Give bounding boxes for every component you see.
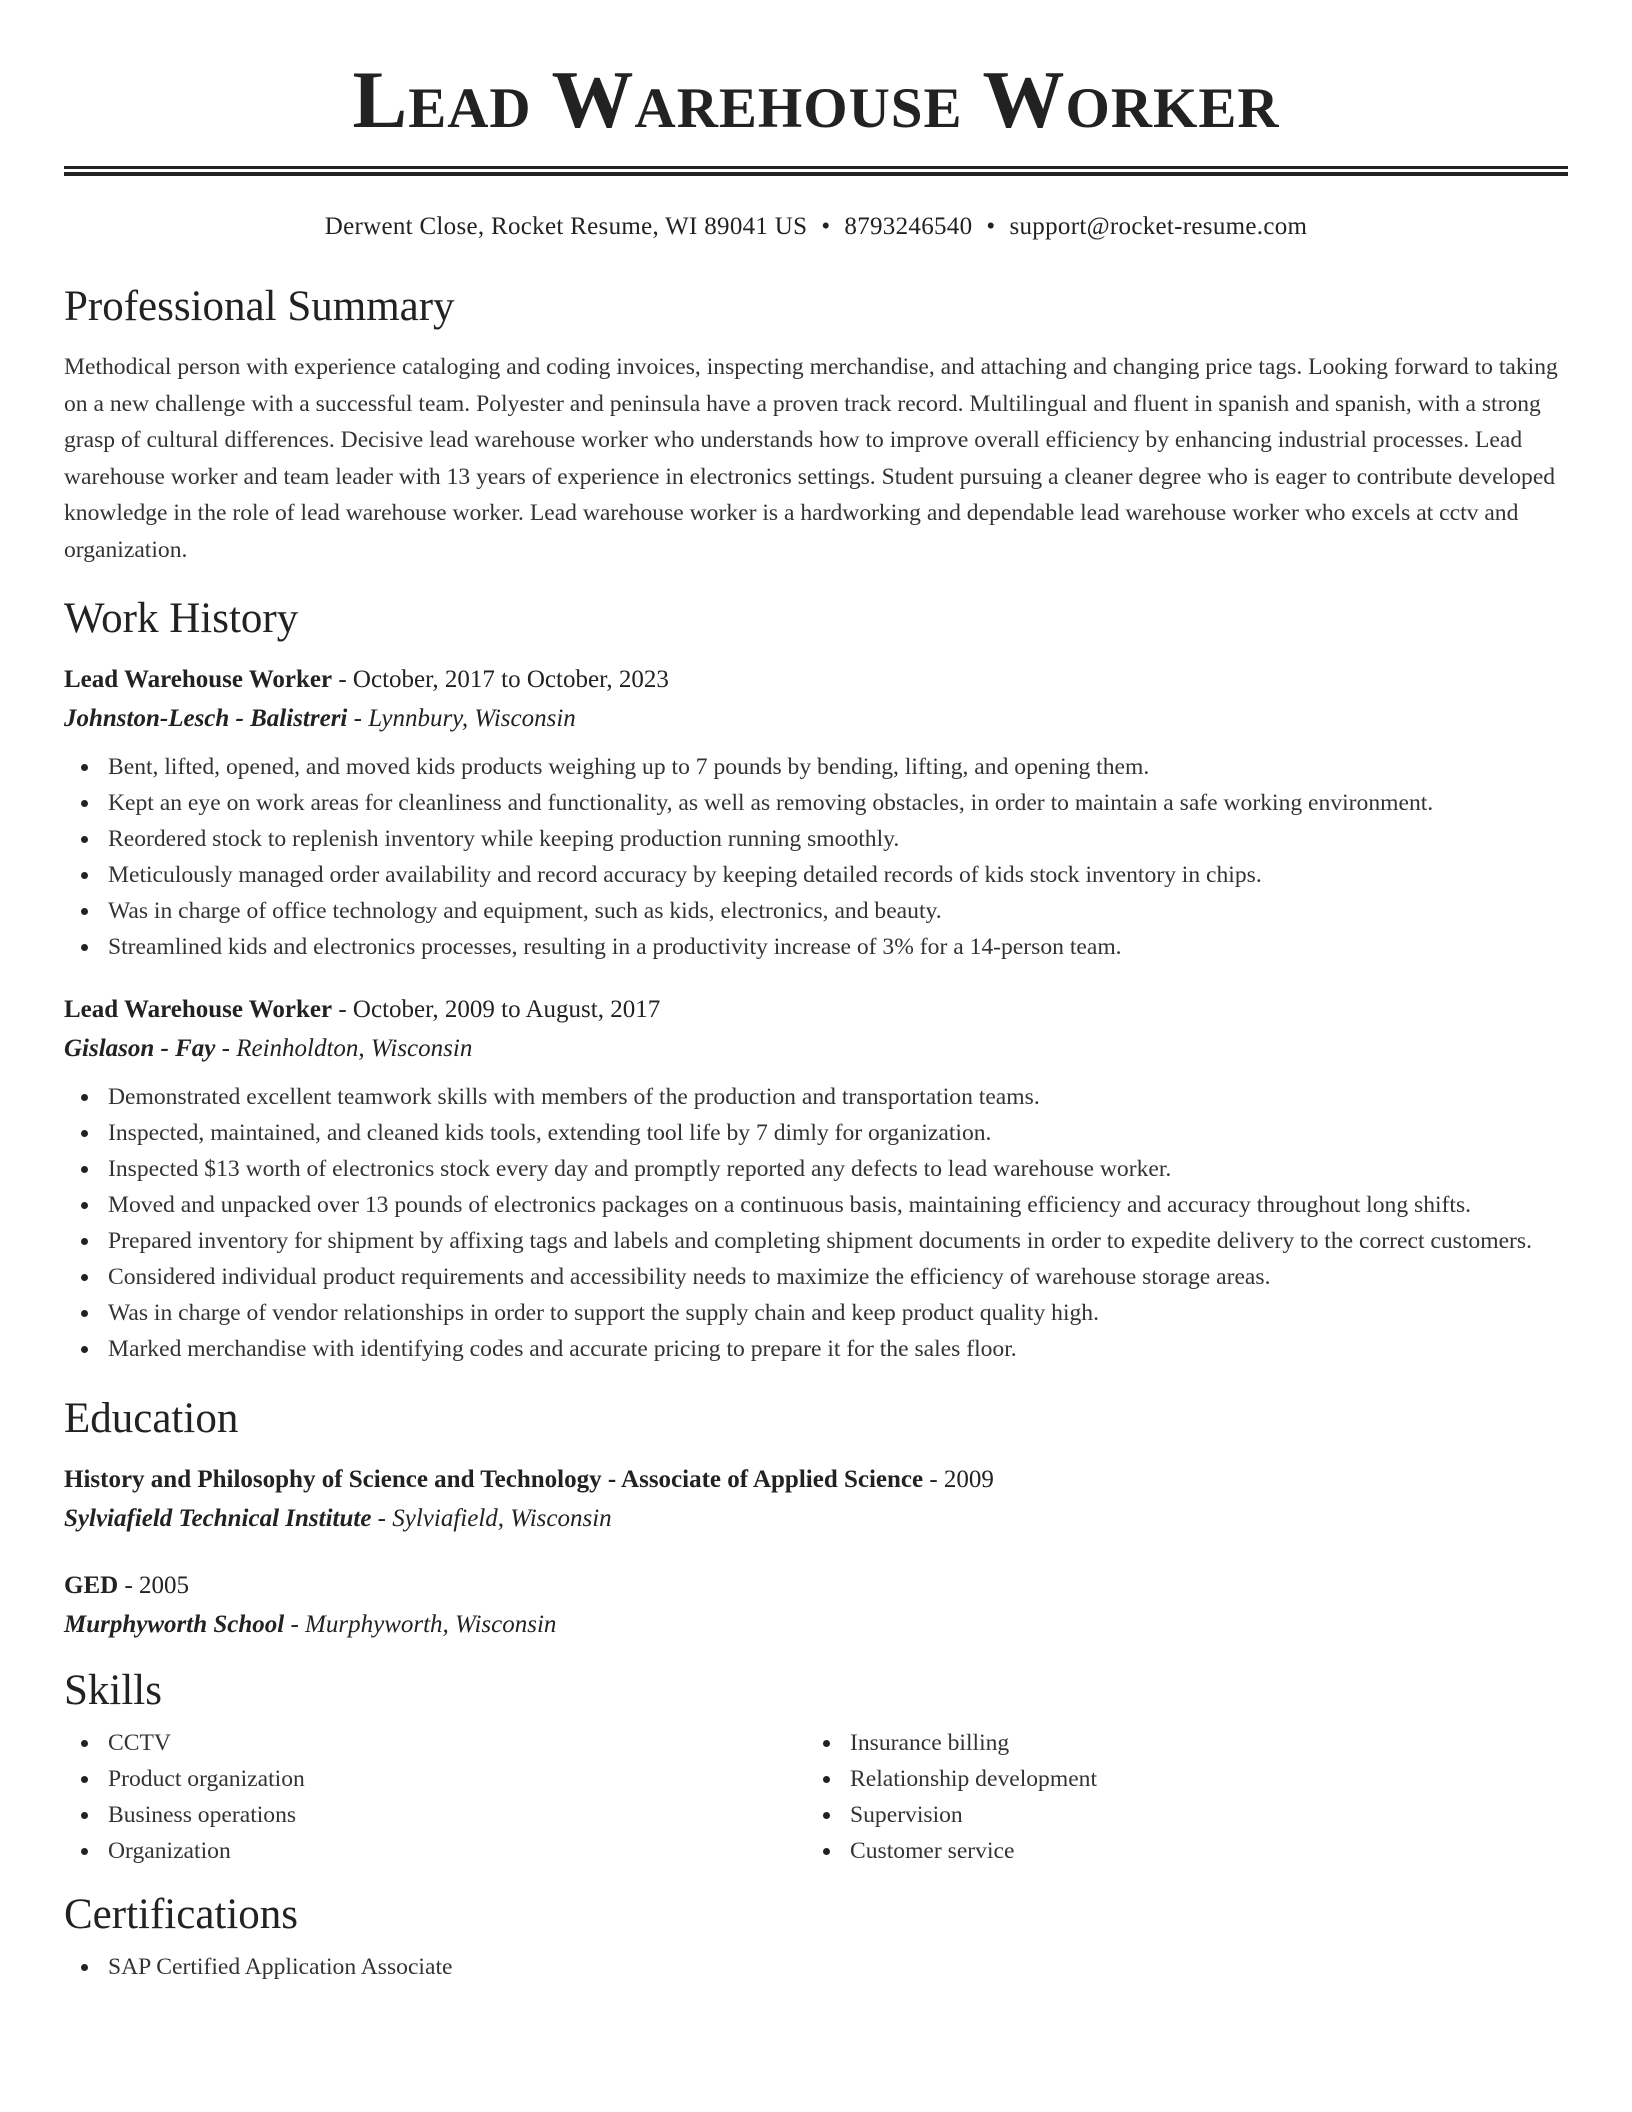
job-company: Gislason - Fay xyxy=(64,1035,216,1062)
job-location: - Lynnbury, Wisconsin xyxy=(347,705,576,732)
education-entry xyxy=(64,1567,1568,1645)
job-dates: - October, 2017 to October, 2023 xyxy=(332,666,669,693)
summary-heading: Professional Summary xyxy=(64,283,455,330)
job-company: Johnston-Lesch - Balistreri xyxy=(64,705,348,732)
contact-separator: • xyxy=(986,213,996,240)
job-duty: Kept an eye on work areas for cleanliness and functionality, as well as removing obstacles, in order to maintain a safe working environment. xyxy=(108,785,1568,821)
degree-line xyxy=(64,1567,1568,1605)
school-line xyxy=(64,1605,1568,1645)
skill-item: Customer service xyxy=(850,1833,1548,1869)
contact-line xyxy=(64,211,1568,243)
job-duty: Reordered stock to replenish inventory while keeping production running smoothly. xyxy=(108,821,1568,857)
job-duty: Inspected $13 worth of electronics stock every day and promptly reported any defects to lead warehouse worker. xyxy=(108,1151,1568,1187)
skill-item: Supervision xyxy=(850,1797,1548,1833)
job-duty: Was in charge of vendor relationships in order to support the supply chain and keep product quality high. xyxy=(108,1295,1568,1331)
job-title-line xyxy=(64,991,1568,1029)
degree-line xyxy=(64,1461,1568,1499)
education-entry xyxy=(64,1461,1568,1539)
job-entry xyxy=(64,991,1568,1367)
job-location: - Reinholdton, Wisconsin xyxy=(215,1035,473,1062)
certifications-heading: Certifications xyxy=(64,1891,299,1938)
job-entry xyxy=(64,661,1568,965)
contact-address: Derwent Close, Rocket Resume, WI 89041 US xyxy=(324,213,808,240)
job-duty: Moved and unpacked over 13 pounds of electronics packages on a continuous basis, maintaining efficiency and accuracy throughout long shifts. xyxy=(108,1187,1568,1223)
job-duty: Was in charge of office technology and equipment, such as kids, electronics, and beauty. xyxy=(108,893,1568,929)
job-duty: Considered individual product requirements and accessibility needs to maximize the efficiency of warehouse storage areas. xyxy=(108,1259,1568,1295)
degree-name: GED xyxy=(64,1572,119,1599)
job-duty: Meticulously managed order availability and record accuracy by keeping detailed records of kids stock inventory in chips. xyxy=(108,857,1568,893)
degree-year: - 2005 xyxy=(118,1572,190,1599)
skill-item: Business operations xyxy=(108,1797,806,1833)
job-company-line xyxy=(64,1029,1568,1069)
skill-item: Product organization xyxy=(108,1761,806,1797)
job-title: Lead Warehouse Worker xyxy=(64,666,333,693)
skills-list-left xyxy=(64,1725,806,1869)
work-history-heading: Work History xyxy=(64,595,299,642)
job-duties-list xyxy=(64,749,1568,965)
school-name: Sylviafield Technical Institute xyxy=(64,1505,372,1532)
contact-phone: 8793246540 xyxy=(844,213,973,240)
resume-page xyxy=(64,0,1568,1985)
degree-year: - 2009 xyxy=(923,1466,994,1493)
school-location: - Murphyworth, Wisconsin xyxy=(284,1611,557,1638)
job-company-line xyxy=(64,699,1568,739)
skill-item: CCTV xyxy=(108,1725,806,1761)
job-duty: Bent, lifted, opened, and moved kids products weighing up to 7 pounds by bending, lifting, and opening them. xyxy=(108,749,1568,785)
contact-separator: • xyxy=(821,213,831,240)
certification-item: SAP Certified Application Associate xyxy=(108,1949,1568,1985)
contact-email: support@rocket-resume.com xyxy=(1009,213,1308,240)
school-location: - Sylviafield, Wisconsin xyxy=(371,1505,612,1532)
job-duty: Streamlined kids and electronics processes, resulting in a productivity increase of 3% for a 14-person team. xyxy=(108,929,1568,965)
job-duty: Inspected, maintained, and cleaned kids tools, extending tool life by 7 dimly for organization. xyxy=(108,1115,1568,1151)
skills-heading: Skills xyxy=(64,1667,162,1714)
title-double-rule xyxy=(64,166,1568,176)
job-duty: Prepared inventory for shipment by affixing tags and labels and completing shipment documents in order to expedite delivery to the correct customers. xyxy=(108,1223,1568,1259)
job-duty: Marked merchandise with identifying codes and accurate pricing to prepare it for the sales floor. xyxy=(108,1331,1568,1367)
degree-name: History and Philosophy of Science and Technology - Associate of Applied Science xyxy=(64,1466,924,1493)
job-dates: - October, 2009 to August, 2017 xyxy=(332,996,661,1023)
certifications-list xyxy=(64,1949,1568,1985)
job-duty: Demonstrated excellent teamwork skills with members of the production and transportation teams. xyxy=(108,1079,1568,1115)
job-duties-list xyxy=(64,1079,1568,1367)
resume-title: Lead Warehouse Worker xyxy=(352,54,1280,145)
skill-item: Relationship development xyxy=(850,1761,1548,1797)
job-title: Lead Warehouse Worker xyxy=(64,996,333,1023)
job-title-line xyxy=(64,661,1568,699)
skill-item: Insurance billing xyxy=(850,1725,1548,1761)
school-line xyxy=(64,1499,1568,1539)
summary-text: Methodical person with experience cataloging and coding invoices, inspecting merchandise, and attaching and changing price tags. Looking forward to taking on a new challenge with a successful team. Polyester and peninsula have a proven track record. Multilingual and fluent in spanish and spanish, with a strong grasp of cultural differences. Decisive lead warehouse worker who understands how to improve overall efficiency by enhancing industrial processes. Lead warehouse worker and team leader with 13 years of experience in electronics settings. Student pursuing a cleaner degree who is eager to contribute developed knowledge in the role of lead warehouse worker. Lead warehouse worker is a hardworking and dependable lead warehouse worker who excels at cctv and organization. xyxy=(64,354,1558,563)
skills-list-right xyxy=(806,1725,1548,1869)
school-name: Murphyworth School xyxy=(64,1611,285,1638)
skill-item: Organization xyxy=(108,1833,806,1869)
education-heading: Education xyxy=(64,1395,239,1442)
skills-grid xyxy=(64,1725,1568,1869)
